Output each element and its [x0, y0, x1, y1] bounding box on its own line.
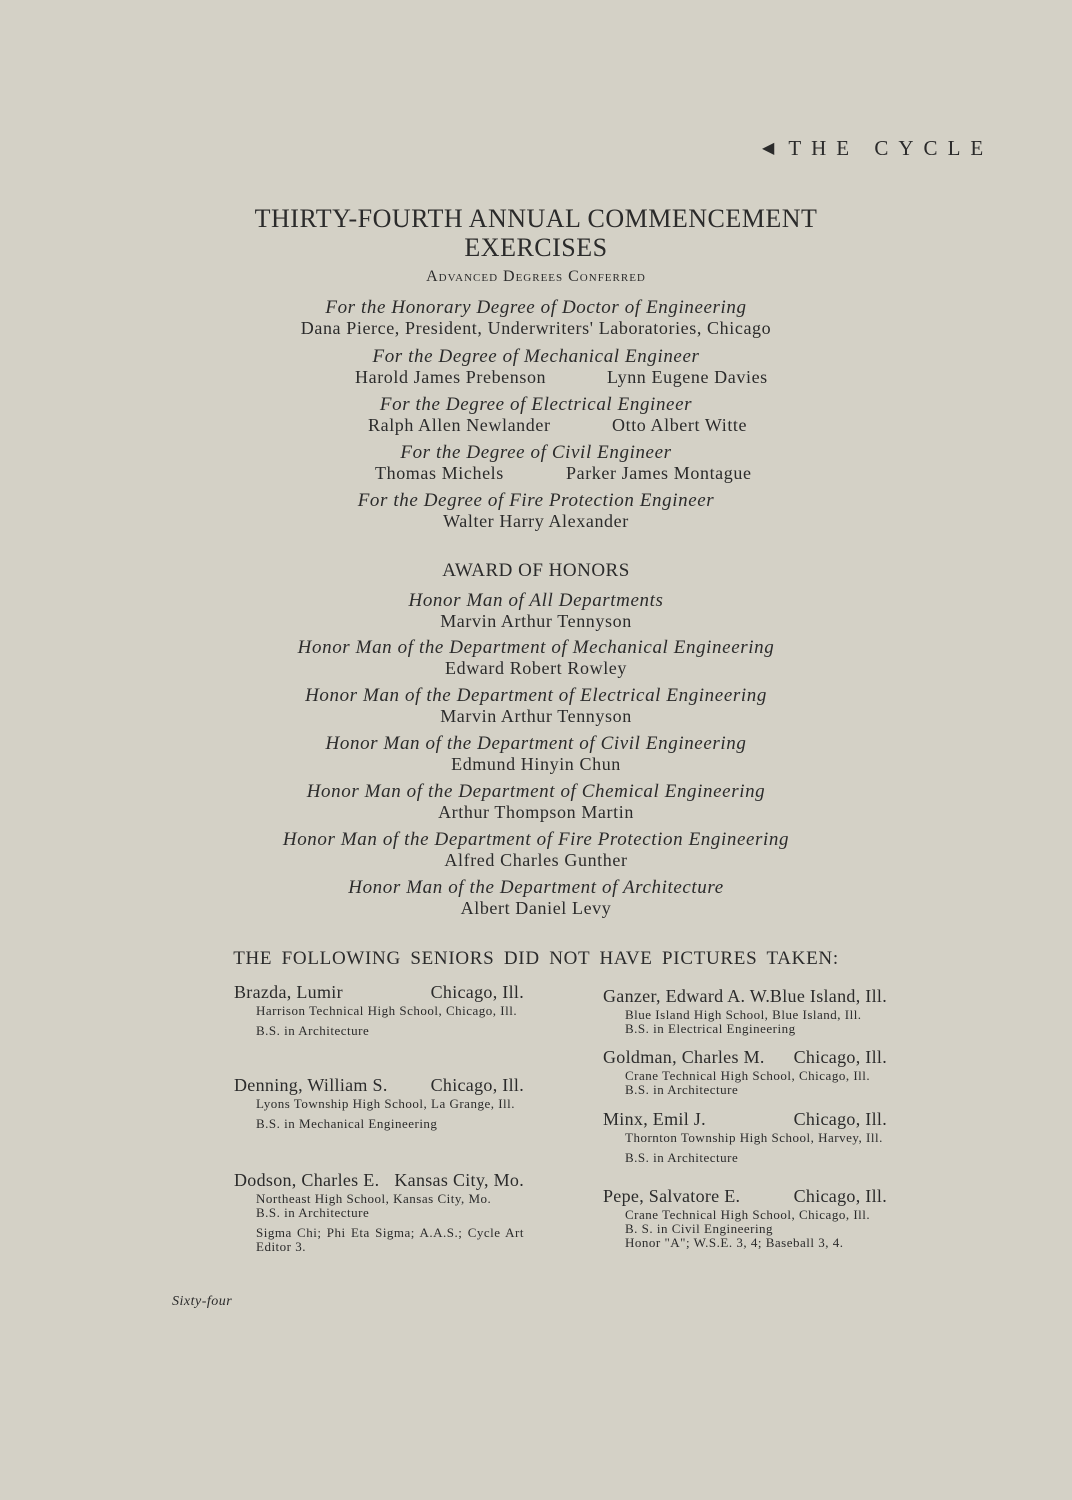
running-head: [762, 136, 1022, 161]
honor-block: [0, 638, 1072, 678]
degree-block: [0, 347, 1072, 387]
senior-degree: B.S. in Mechanical Engineering: [256, 1116, 438, 1131]
honor-recipient: Marvin Arthur Tennyson: [440, 611, 632, 631]
senior-name: Goldman, Charles M.: [603, 1047, 765, 1067]
honor-recipient: Edmund Hinyin Chun: [451, 754, 621, 774]
advanced-degrees-heading: Advanced Degrees Conferred: [426, 268, 646, 285]
page-title-line1: THIRTY-FOURTH ANNUAL COMMENCEMENT: [254, 204, 818, 233]
page-title-line2: EXERCISES: [464, 233, 608, 262]
degree-recipient: Walter Harry Alexander: [443, 511, 629, 531]
senior-name: Pepe, Salvatore E.: [603, 1186, 741, 1206]
degree-recipient: Parker James Montague: [566, 463, 752, 483]
senior-school: Crane Technical High School, Chicago, Ill.: [625, 1068, 871, 1083]
senior-entry: [603, 1186, 887, 1250]
degree-block: [0, 395, 1072, 435]
senior-degree: B.S. in Architecture: [256, 1205, 370, 1220]
senior-entry: [603, 986, 887, 1036]
senior-city: Chicago, Ill.: [793, 1047, 887, 1067]
senior-degree: B.S. in Architecture: [625, 1150, 739, 1165]
honor-recipient: Arthur Thompson Martin: [438, 802, 634, 822]
honor-block: [0, 878, 1072, 918]
senior-city: Chicago, Ill.: [793, 1186, 887, 1206]
senior-school: Lyons Township High School, La Grange, Ill.: [256, 1096, 516, 1111]
honor-label: Honor Man of the Department of Architecture: [348, 877, 724, 898]
degree-label: For the Degree of Electrical Engineer: [379, 394, 693, 415]
seniors-heading: THE FOLLOWING SENIORS DID NOT HAVE PICTURES TAKEN:: [233, 948, 839, 969]
honor-block: [0, 591, 1072, 631]
degree-label: For the Degree of Mechanical Engineer: [372, 346, 700, 367]
degree-recipient: Lynn Eugene Davies: [607, 367, 768, 387]
page-number: Sixty-four: [172, 1294, 233, 1309]
degree-recipient: Thomas Michels: [375, 463, 504, 483]
degree-label: For the Degree of Civil Engineer: [400, 442, 672, 463]
degree-block: [0, 443, 1072, 483]
honor-recipient: Marvin Arthur Tennyson: [440, 706, 632, 726]
senior-entry: [603, 1047, 887, 1097]
honor-recipient: Albert Daniel Levy: [460, 898, 612, 918]
degree-recipient: Otto Albert Witte: [612, 415, 748, 435]
degree-block: [0, 491, 1072, 531]
senior-degree: B. S. in Civil Engineering: [625, 1221, 774, 1236]
honor-label: Honor Man of the Department of Civil Engineering: [325, 733, 747, 754]
honor-label: Honor Man of the Department of Chemical Engineering: [306, 781, 766, 802]
triangle-left-icon: ◀: [762, 140, 775, 157]
senior-city: Chicago, Ill.: [430, 1075, 524, 1095]
running-head-text: THE CYCLE: [788, 136, 994, 160]
senior-name: Ganzer, Edward A. W.: [603, 986, 771, 1006]
senior-school: Harrison Technical High School, Chicago, Ill.: [256, 1003, 518, 1018]
honor-label: Honor Man of the Department of Fire Protection Engineering: [282, 829, 790, 850]
senior-name: Brazda, Lumir: [234, 982, 343, 1002]
senior-entry: [234, 1170, 524, 1254]
honor-label: Honor Man of the Department of Mechanical Engineering: [297, 637, 775, 658]
senior-school: Thornton Township High School, Harvey, Ill.: [625, 1130, 883, 1145]
senior-name: Denning, William S.: [234, 1075, 388, 1095]
senior-school: Crane Technical High School, Chicago, Ill.: [625, 1207, 871, 1222]
senior-activities: Honor "A"; W.S.E. 3, 4; Baseball 3, 4.: [625, 1235, 844, 1250]
senior-city: Chicago, Ill.: [430, 982, 524, 1002]
senior-city: Blue Island, Ill.: [769, 986, 887, 1006]
awards-heading: AWARD OF HONORS: [442, 560, 630, 581]
page-title: [0, 204, 1072, 262]
honor-recipient: Edward Robert Rowley: [445, 658, 627, 678]
senior-school: Northeast High School, Kansas City, Mo.: [256, 1191, 492, 1206]
senior-city: Kansas City, Mo.: [394, 1170, 524, 1190]
senior-entry: [234, 1075, 524, 1131]
senior-name: Minx, Emil J.: [603, 1109, 706, 1129]
honor-block: [0, 686, 1072, 726]
degree-recipient: Harold James Prebenson: [355, 367, 547, 387]
senior-degree: B.S. in Architecture: [625, 1082, 739, 1097]
degree-label: For the Honorary Degree of Doctor of Engineering: [325, 297, 747, 318]
senior-degree: B.S. in Architecture: [256, 1023, 370, 1038]
degree-block: [0, 298, 1072, 338]
honor-label: Honor Man of All Departments: [408, 590, 664, 611]
degree-label: For the Degree of Fire Protection Engineer: [357, 490, 715, 511]
honor-block: [0, 830, 1072, 870]
senior-city: Chicago, Ill.: [793, 1109, 887, 1129]
senior-activities: Sigma Chi; Phi Eta Sigma; A.A.S.; Cycle Art Editor 3.: [256, 1225, 524, 1254]
degree-recipient: Dana Pierce, President, Underwriters' Laboratories, Chicago: [300, 318, 772, 338]
honor-recipient: Alfred Charles Gunther: [444, 850, 628, 870]
honor-block: [0, 734, 1072, 774]
senior-name: Dodson, Charles E.: [234, 1170, 380, 1190]
senior-school: Blue Island High School, Blue Island, Ill.: [625, 1007, 862, 1022]
honor-block: [0, 782, 1072, 822]
honor-label: Honor Man of the Department of Electrical Engineering: [305, 685, 767, 706]
degree-recipient: Ralph Allen Newlander: [368, 415, 551, 435]
senior-entry: [234, 982, 524, 1038]
senior-degree: B.S. in Electrical Engineering: [625, 1021, 796, 1036]
senior-entry: [603, 1109, 887, 1165]
